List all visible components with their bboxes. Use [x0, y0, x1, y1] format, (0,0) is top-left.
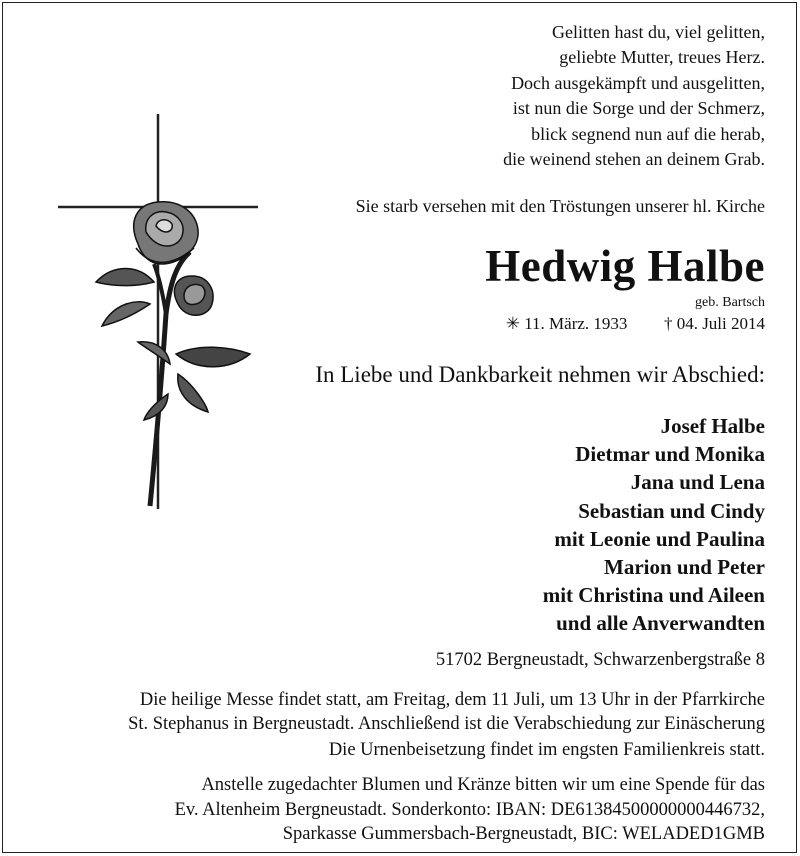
urn-info: Die Urnenbeisetzung findet im engsten Familienkreis statt.	[328, 740, 765, 760]
donation-line: Ev. Altenheim Bergneustadt. Sonderkonto: IBAN: DE61384500000000446732,	[174, 799, 765, 820]
deceased-name: Hedwig Halbe	[485, 241, 765, 291]
sacraments-line: Sie starb versehen mit den Tröstungen unserer hl. Kirche	[355, 196, 765, 216]
birth-date: 11. März. 1933	[524, 314, 628, 333]
mourner: Dietmar und Monika	[575, 442, 765, 467]
mourner: mit Leonie und Paulina	[554, 526, 765, 551]
poem-line: Gelitten hast du, viel gelitten,	[552, 22, 765, 42]
death-cross-icon: †	[663, 314, 673, 333]
poem-line: geliebte Mutter, treues Herz.	[559, 47, 765, 68]
mass-line: Die heilige Messe findet statt, am Freitag, dem 11 Juli, um 13 Uhr in der Pfarrkirche	[139, 690, 765, 710]
mourner: Josef Halbe	[660, 414, 765, 438]
mourners-list	[543, 412, 765, 638]
maiden-name: geb. Bartsch	[695, 295, 765, 310]
mourner: Sebastian und Cindy	[578, 498, 765, 523]
death-date: 04. Juli 2014	[676, 314, 765, 333]
life-dates	[506, 314, 765, 334]
poem-line: ist nun die Sorge und der Schmerz,	[512, 98, 765, 119]
poem-line: die weinend stehen an deinem Grab.	[503, 149, 765, 170]
poem-line: blick segnend nun auf die herab,	[531, 123, 765, 144]
donation-line: Sparkasse Gummersbach-Bergneustadt, BIC: WELADED1GMB	[282, 824, 765, 844]
poem-line: Doch ausgekämpft und ausgelitten,	[511, 72, 765, 93]
mourner: mit Christina und Aileen	[542, 583, 765, 608]
mourner: Marion und Peter	[604, 555, 765, 580]
address: 51702 Bergneustadt, Schwarzenbergstraße 8	[435, 650, 765, 670]
poem	[503, 20, 765, 172]
cross-with-roses-icon	[58, 114, 258, 514]
mourner: und alle Anverwandten	[556, 611, 765, 636]
birth-star-icon: ✳	[505, 314, 520, 333]
donation-line: Anstelle zugedachter Blumen und Kränze bitten wir um eine Spende für das	[201, 775, 765, 795]
farewell-line: In Liebe und Dankbarkeit nehmen wir Abschied:	[315, 362, 765, 387]
donation-info	[175, 773, 765, 847]
mass-info	[128, 688, 765, 736]
mourner: Jana und Lena	[630, 470, 765, 495]
mass-line: St. Stephanus in Bergneustadt. Anschließend ist die Verabschiedung zur Einäscherung	[128, 714, 765, 734]
